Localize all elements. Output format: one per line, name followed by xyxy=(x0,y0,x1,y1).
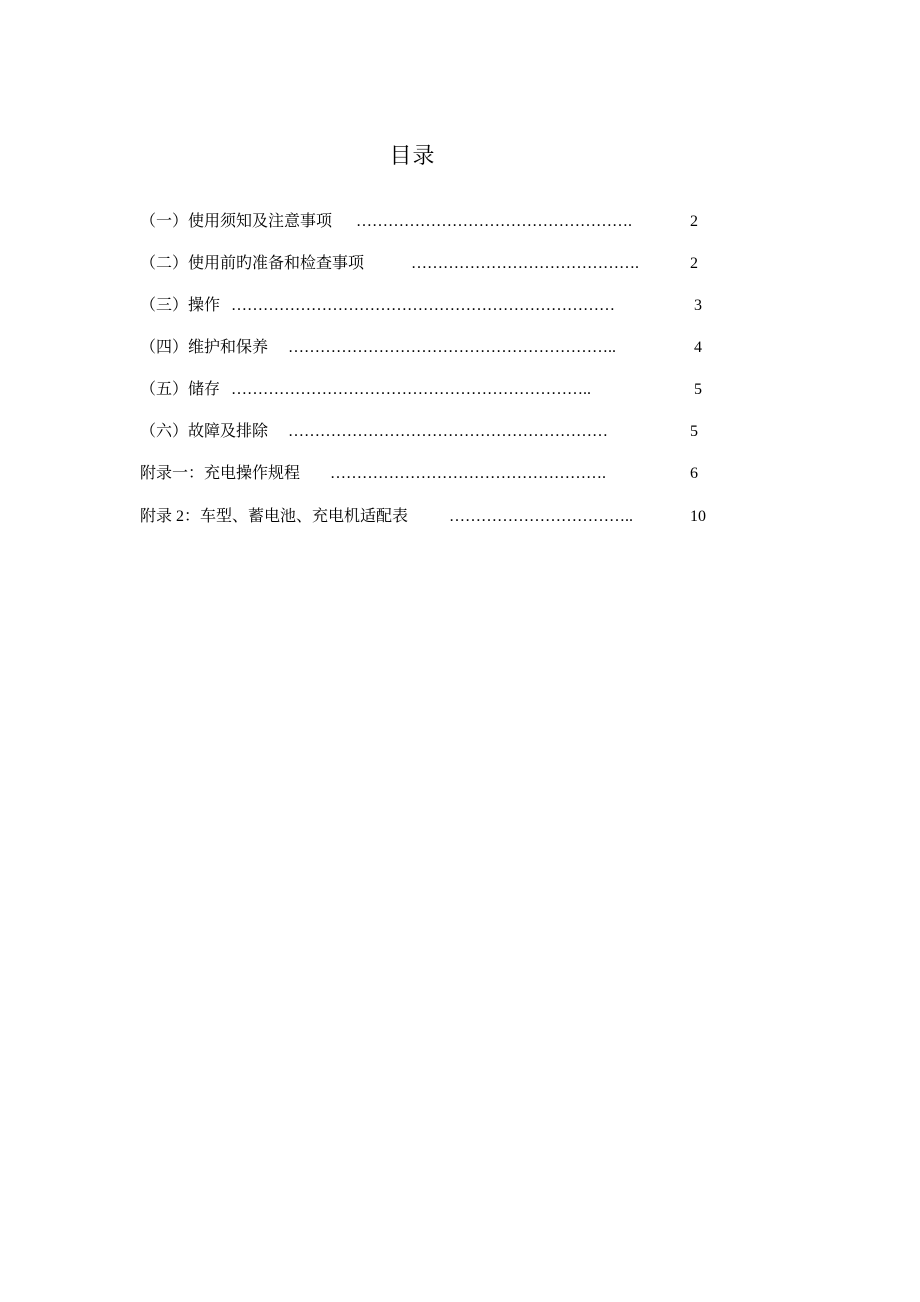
toc-entry-label: （三）操作 xyxy=(140,297,221,314)
toc-entry[interactable] xyxy=(0,420,920,444)
toc-page-number: 2 xyxy=(690,213,698,230)
toc-page-number: 4 xyxy=(694,339,702,356)
toc-entry[interactable] xyxy=(0,505,920,529)
toc-leader-dots: ……………………………………………. xyxy=(330,465,606,482)
toc-entry[interactable] xyxy=(0,210,920,234)
toc-entry-label: 附录 2：车型、蓄电池、充电机适配表 xyxy=(140,508,409,525)
toc-page-number: 10 xyxy=(690,508,706,525)
toc-leader-dots: …………………………………………………… xyxy=(288,423,608,440)
toc-entry-label: （五）储存 xyxy=(140,381,221,398)
toc-page-number: 2 xyxy=(690,255,698,272)
toc-page-number: 5 xyxy=(694,381,702,398)
toc-page-number: 6 xyxy=(690,465,698,482)
toc-entry-label: 附录一：充电操作规程 xyxy=(140,465,301,482)
toc-entry-label: （六）故障及排除 xyxy=(140,423,269,440)
toc-leader-dots: …………………………….. xyxy=(449,508,633,525)
toc-entry-label: （一）使用须知及注意事项 xyxy=(140,213,333,230)
toc-entry[interactable] xyxy=(0,294,920,318)
toc-leader-dots: ……………………………………. xyxy=(411,255,639,272)
page-title: 目录 xyxy=(389,143,436,168)
toc-page-number: 3 xyxy=(694,297,702,314)
toc-entry-label: （四）维护和保养 xyxy=(140,339,269,356)
toc-leader-dots: ………………………………………………………….. xyxy=(231,381,591,398)
toc-leader-dots: …………………………………………………….. xyxy=(288,339,616,356)
toc-entry-label: （二）使用前旳准备和检查事项 xyxy=(140,255,365,272)
toc-leader-dots: ……………………………………………………………… xyxy=(231,297,615,314)
toc-entry[interactable] xyxy=(0,252,920,276)
toc-page-number: 5 xyxy=(690,423,698,440)
toc-leader-dots: ……………………………………………. xyxy=(356,213,632,230)
toc-entry[interactable] xyxy=(0,462,920,486)
toc-entry[interactable] xyxy=(0,336,920,360)
toc-entry[interactable] xyxy=(0,378,920,402)
